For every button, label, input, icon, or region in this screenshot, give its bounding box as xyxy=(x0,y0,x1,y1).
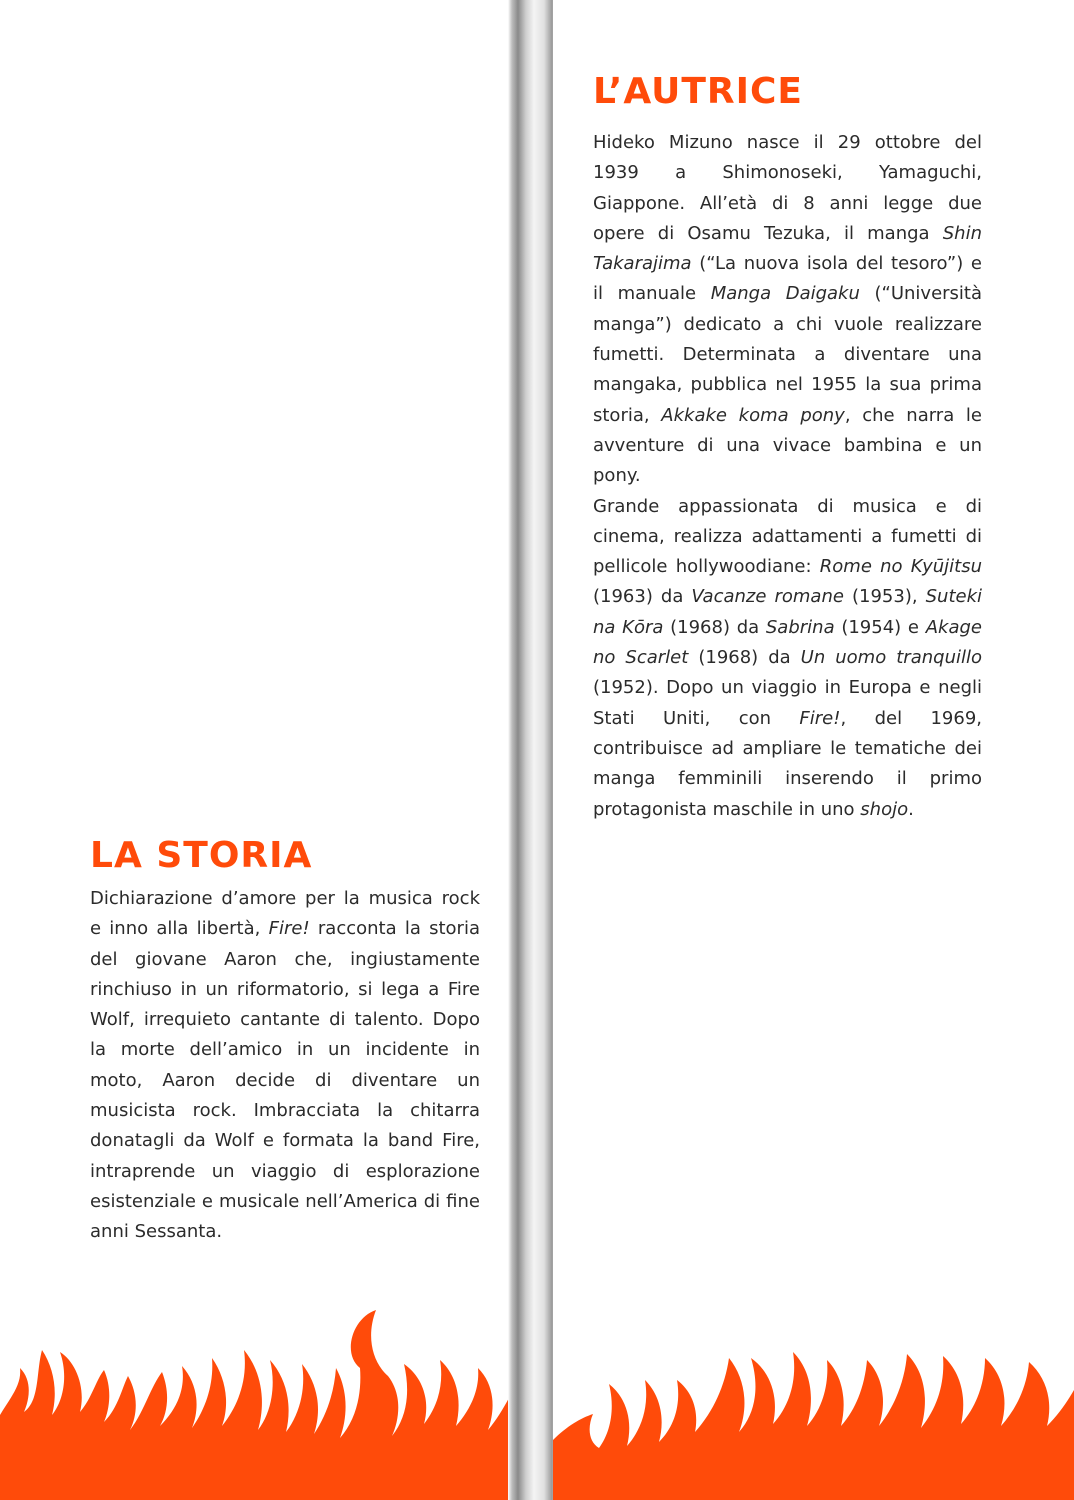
italic-title: Fire! xyxy=(268,918,310,940)
storia-paragraph: Dichiarazione d’amore per la musica rock e inno alla libertà, Fire! racconta la storia del giovane Aaron che, ingiustamente rinchiuso in un riformatorio, si lega a Fire Wolf, irrequieto cantante di talento. Dopo la morte dell’amico in un incidente in moto, Aaron decide di diventare un musicista rock. Imbracciata la chitarra donatagli da Wolf e formata la band Fire, intraprende un viaggio di esplorazione esistenziale e musicale nell’America di fine anni Sessanta. xyxy=(90,888,480,1243)
right-page xyxy=(553,0,1074,1500)
italic-title: Sabrina xyxy=(765,616,835,638)
italic-title: Akage no Scarlet xyxy=(593,616,982,669)
autrice-text xyxy=(593,128,982,825)
italic-title: Akkake koma pony xyxy=(661,404,845,426)
italic-title: Un uomo tranquillo xyxy=(800,647,982,669)
flames-icon xyxy=(0,1280,512,1500)
italic-title: Suteki na Kōra xyxy=(593,586,982,638)
italic-title: Rome no Kyūjitsu xyxy=(819,556,982,578)
storia-heading: LA STORIA xyxy=(90,835,313,876)
storia-text xyxy=(90,884,480,1248)
autrice-paragraph-1: Hideko Mizuno nasce il 29 ottobre del 1939 a Shimonoseki, Yamaguchi, Giappone. All’età di 8 anni legge due opere di Osamu Tezuka, il manga Shin Takarajima (“La nuova isola del tesoro”) e il manuale Manga Daigaku (“Università manga”) dedicato a chi vuole realizzare fumetti. Determinata a diventare una mangaka, pubblica nel 1955 la sua prima storia, Akkake koma pony, che narra le avventure di una vivace bambina e un pony. xyxy=(593,132,983,487)
italic-title: shojo xyxy=(860,798,909,820)
italic-title: Shin Takarajima xyxy=(593,222,982,275)
left-page xyxy=(0,0,512,1500)
flames-icon xyxy=(553,1280,1074,1500)
italic-title: Manga Daigaku xyxy=(710,283,860,305)
autrice-heading: L’AUTRICE xyxy=(593,71,804,112)
italic-title: Fire! xyxy=(799,707,841,729)
autrice-paragraph-2: Grande appassionata di musica e di cinema, realizza adattamenti a fumetti di pellicole hollywoodiane: Rome no Kyūjitsu (1963) da Vacanze romane (1953), Suteki na Kōra (1968) da Sabrina (1954) e Akage no Scarlet (1968) da Un uomo tranquillo (1952). Dopo un viaggio in Europa e negli Stati Uniti, con Fire!, del 1969, contribuisce ad ampliare le tematiche dei manga femminili inserendo il primo protagonista maschile in uno shojo. xyxy=(593,495,982,820)
italic-title: Vacanze romane xyxy=(691,586,844,608)
book-gutter xyxy=(508,0,558,1500)
